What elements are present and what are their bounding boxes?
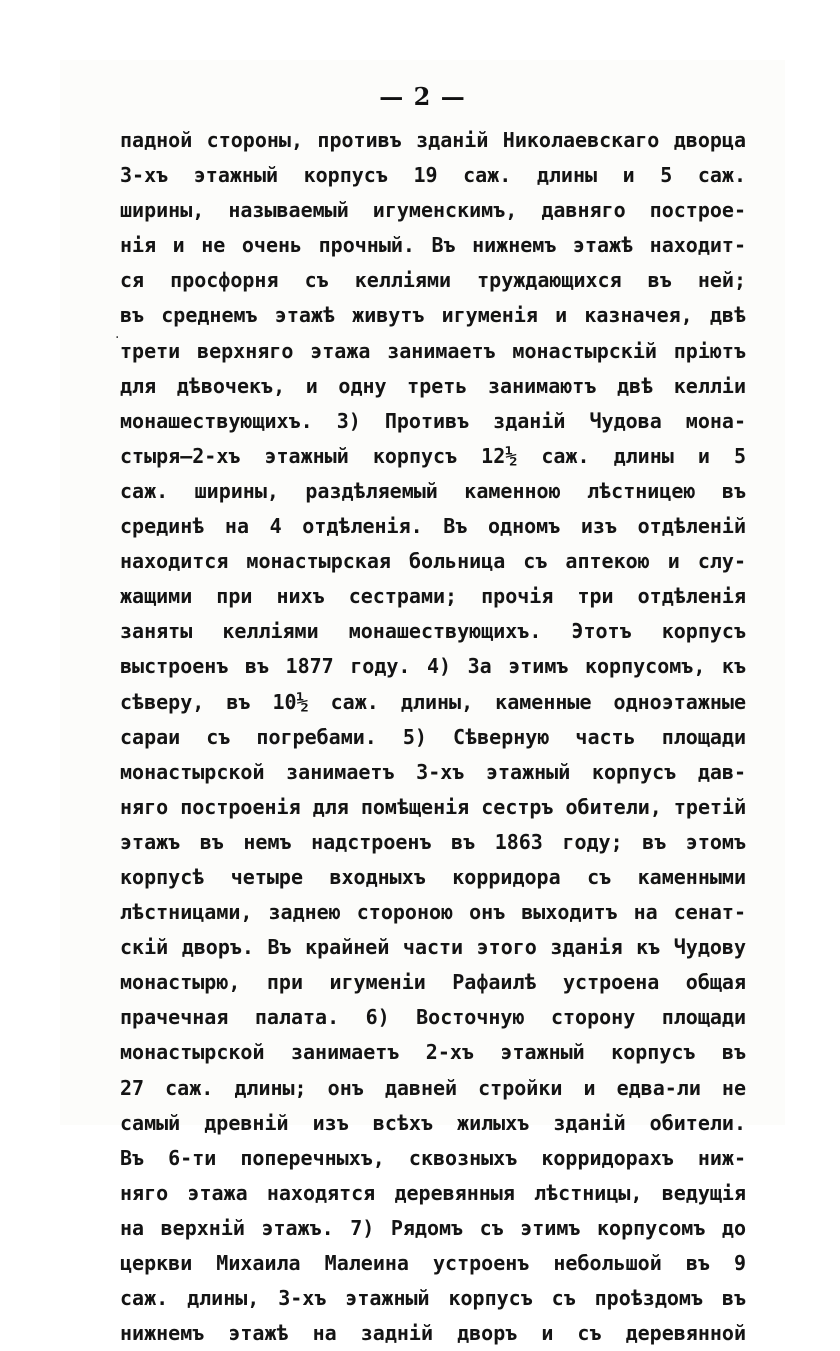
text-line: трети верхняго этажа занимаетъ монастырскій пріютъ: [120, 338, 746, 363]
text-line: монастырю, при игуменіи Рафаилѣ устроена общая: [120, 970, 746, 995]
text-line: стыря—2-хъ этажный корпусъ 12½ саж. длины и 5: [120, 443, 746, 468]
text-line: монастырской занимаетъ 2-хъ этажный корпусъ въ: [120, 1040, 746, 1065]
text-line: скій дворъ. Въ крайней части этого зданія къ Чудову: [120, 935, 746, 960]
text-line: въ среднемъ этажѣ живутъ игуменія и казначея, двѣ: [120, 303, 746, 328]
text-line: жащими при нихъ сестрами; прочія три отдѣленія: [120, 584, 746, 609]
text-line: лѣстницами, заднею стороною онъ выходитъ на сенат-: [120, 900, 746, 925]
page-number: — 2 —: [379, 82, 466, 111]
body-text: [120, 123, 746, 1351]
text-line: прачечная палата. 6) Восточную сторону площади: [120, 1005, 746, 1030]
text-line: корпусѣ четыре входныхъ корридора съ каменными: [120, 864, 746, 889]
book-page: [60, 60, 785, 1346]
text-line: сѣверу, въ 10½ саж. длины, каменные одноэтажные: [120, 689, 746, 714]
text-line: для дѣвочекъ, и одну треть занимаютъ двѣ келліи: [120, 373, 746, 398]
text-line: падной стороны, противъ зданій Николаевскаго дворца: [120, 128, 746, 152]
text-line: саж. длины, 3-хъ этажный корпусъ съ проѣздомъ въ: [120, 1286, 746, 1311]
text-line: срединѣ на 4 отдѣленія. Въ одномъ изъ отдѣленій: [120, 514, 746, 539]
text-line: Въ 6-ти поперечныхъ, сквозныхъ корридорахъ ниж-: [120, 1145, 746, 1170]
text-line: монастырской занимаетъ 3-хъ этажный корпусъ дав-: [120, 759, 746, 784]
text-line: нія и не очень прочный. Въ нижнемъ этажѣ находит-: [120, 233, 746, 258]
text-line: няго этажа находятся деревянныя лѣстницы, ведущія: [120, 1180, 746, 1205]
text-line: ся просфорня съ келліями труждающихся въ ней;: [120, 268, 746, 293]
text-line: монашествующихъ. 3) Противъ зданій Чудова мона-: [120, 408, 746, 433]
text-line: 27 саж. длины; онъ давней стройки и едва-ли не: [120, 1075, 746, 1100]
text-line: заняты келліями монашествующихъ. Этотъ корпусъ: [120, 619, 746, 644]
text-line: няго построенія для помѣщенія сестръ обители, третій: [120, 794, 747, 819]
text-line: нижнемъ этажѣ на задній дворъ и съ деревянной: [120, 1321, 746, 1346]
margin-mark: .: [115, 326, 120, 342]
text-line: выстроенъ въ 1877 году. 4) За этимъ корпусомъ, къ: [120, 654, 746, 679]
text-line: сараи съ погребами. 5) Сѣверную часть площади: [120, 724, 746, 749]
text-line: самый древній изъ всѣхъ жилыхъ зданій обители.: [120, 1110, 746, 1135]
text-line: этажъ въ немъ надстроенъ въ 1863 году; въ этомъ: [120, 829, 746, 854]
text-line: саж. ширины, раздѣляемый каменною лѣстницею въ: [120, 478, 746, 503]
text-line: 3-хъ этажный корпусъ 19 саж. длины и 5 саж.: [120, 163, 746, 188]
text-line: ширины, называемый игуменскимъ, давняго построе-: [120, 198, 746, 223]
text-line: церкви Михаила Малеина устроенъ небольшой въ 9: [120, 1251, 746, 1275]
text-line: на верхній этажъ. 7) Рядомъ съ этимъ корпусомъ до: [120, 1215, 746, 1240]
text-line: находится монастырская больница съ аптекою и слу-: [120, 549, 746, 574]
